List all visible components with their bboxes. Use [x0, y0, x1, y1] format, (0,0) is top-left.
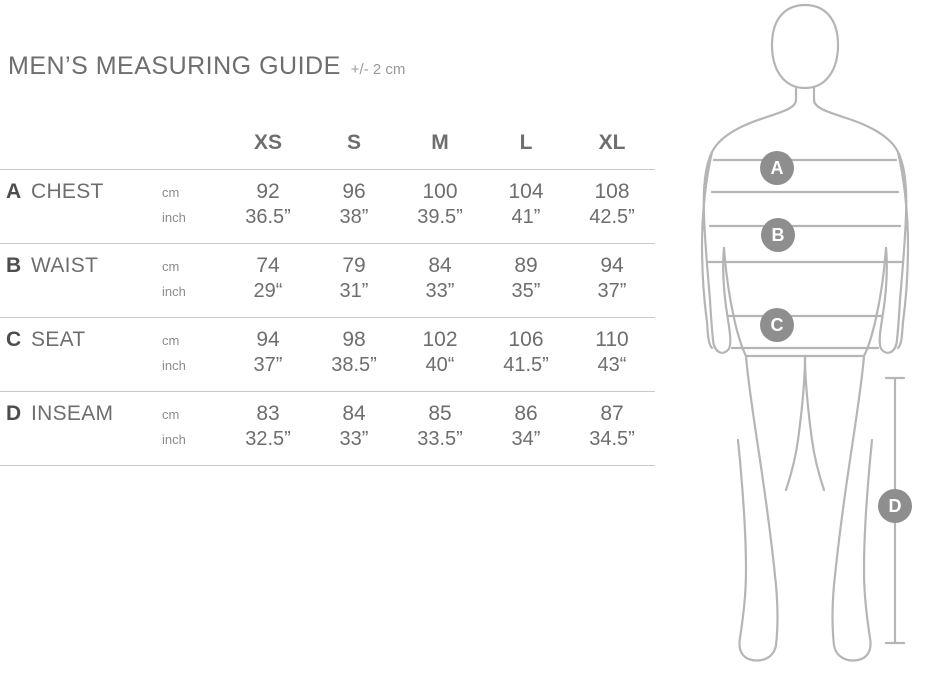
row-letter-c: C — [0, 318, 30, 392]
row-label-chest: CHEST — [30, 170, 160, 244]
cell-inseam-cm-m: 85 — [397, 392, 483, 428]
cell-inseam-inch-xs: 32.5” — [245, 428, 291, 450]
row-letter-d: D — [0, 392, 30, 466]
column-header-l: L — [519, 131, 533, 154]
row-label-waist: WAIST — [30, 244, 160, 318]
hip-shape — [724, 248, 886, 356]
unit-label-cm: cm — [160, 318, 225, 354]
table-row — [0, 170, 655, 206]
body-figure — [650, 0, 945, 677]
cell-waist-cm-xl: 94 — [569, 244, 655, 280]
row-letter-a: A — [0, 170, 30, 244]
cell-waist-cm-xs: 74 — [225, 244, 311, 280]
table-header — [0, 130, 655, 170]
waist-marker-badge: B — [761, 218, 795, 252]
page-title-text: MEN’S MEASURING GUIDE — [8, 52, 341, 80]
cell-chest-inch-xl: 42.5” — [589, 206, 635, 228]
cell-inseam-cm-xs: 83 — [225, 392, 311, 428]
cell-seat-inch-l: 41.5” — [503, 354, 549, 376]
cell-inseam-inch-l: 34” — [511, 428, 541, 450]
cell-seat-inch-xl: 43“ — [597, 354, 627, 376]
column-header-xl: XL — [598, 131, 626, 154]
cell-chest-cm-m: 100 — [397, 170, 483, 206]
crotch-shape — [786, 356, 805, 490]
cell-waist-cm-s: 79 — [311, 244, 397, 280]
crotch-shape-right — [805, 356, 824, 490]
cell-chest-cm-xs: 92 — [225, 170, 311, 206]
column-header-xs: XS — [253, 131, 282, 154]
cell-chest-inch-xs: 36.5” — [245, 206, 291, 228]
right-leg-shape — [833, 356, 873, 660]
cell-chest-inch-s: 38” — [339, 206, 369, 228]
unit-label-cm: cm — [160, 170, 225, 206]
body-outline-svg — [650, 0, 945, 677]
cell-waist-inch-s: 31” — [339, 280, 369, 302]
cell-seat-cm-xs: 94 — [225, 318, 311, 354]
unit-label-inch: inch — [162, 284, 186, 299]
table-footer-rule — [0, 466, 655, 468]
cell-chest-inch-m: 39.5” — [417, 206, 463, 228]
table-row — [0, 318, 655, 354]
cell-inseam-cm-xl: 87 — [569, 392, 655, 428]
unit-label-inch: inch — [162, 432, 186, 447]
cell-inseam-inch-xl: 34.5” — [589, 428, 635, 450]
cell-seat-cm-s: 98 — [311, 318, 397, 354]
unit-label-cm: cm — [160, 244, 225, 280]
unit-label-inch: inch — [162, 358, 186, 373]
cell-waist-inch-xl: 37” — [597, 280, 627, 302]
unit-label-inch: inch — [162, 210, 186, 225]
column-header-s: S — [346, 131, 361, 154]
header-spacer-letter — [0, 130, 30, 170]
cell-inseam-cm-l: 86 — [483, 392, 569, 428]
table-row — [0, 244, 655, 280]
unit-label-cm: cm — [160, 392, 225, 428]
size-chart-table — [0, 130, 655, 467]
seat-marker-badge: C — [760, 308, 794, 342]
row-label-inseam: INSEAM — [30, 392, 160, 466]
inseam-marker-badge: D — [878, 489, 912, 523]
cell-seat-cm-m: 102 — [397, 318, 483, 354]
cell-waist-cm-l: 89 — [483, 244, 569, 280]
header-spacer-unit — [160, 130, 225, 170]
cell-waist-inch-l: 35” — [511, 280, 541, 302]
row-label-seat: SEAT — [30, 318, 160, 392]
left-leg-shape — [738, 356, 778, 660]
table-bottom-border — [0, 466, 655, 468]
cell-waist-cm-m: 84 — [397, 244, 483, 280]
tolerance-note: +/- 2 cm — [350, 61, 406, 78]
chest-marker-badge: A — [760, 151, 794, 185]
row-letter-b: B — [0, 244, 30, 318]
cell-inseam-inch-s: 33” — [339, 428, 369, 450]
cell-chest-cm-s: 96 — [311, 170, 397, 206]
cell-chest-inch-l: 41” — [511, 206, 541, 228]
cell-inseam-cm-s: 84 — [311, 392, 397, 428]
cell-inseam-inch-m: 33.5” — [417, 428, 463, 450]
cell-chest-cm-l: 104 — [483, 170, 569, 206]
torso-right-shape — [814, 88, 906, 353]
cell-waist-inch-xs: 29“ — [253, 280, 283, 302]
column-header-m: M — [431, 131, 449, 154]
cell-seat-inch-s: 38.5” — [331, 354, 377, 376]
header-spacer-name — [30, 130, 160, 170]
cell-seat-cm-l: 106 — [483, 318, 569, 354]
cell-waist-inch-m: 33” — [425, 280, 455, 302]
cell-seat-inch-xs: 37” — [253, 354, 283, 376]
cell-chest-cm-xl: 108 — [569, 170, 655, 206]
cell-seat-inch-m: 40“ — [425, 354, 455, 376]
page-title — [8, 52, 405, 81]
table-row — [0, 392, 655, 428]
head-shape — [772, 5, 838, 88]
cell-seat-cm-xl: 110 — [569, 318, 655, 354]
